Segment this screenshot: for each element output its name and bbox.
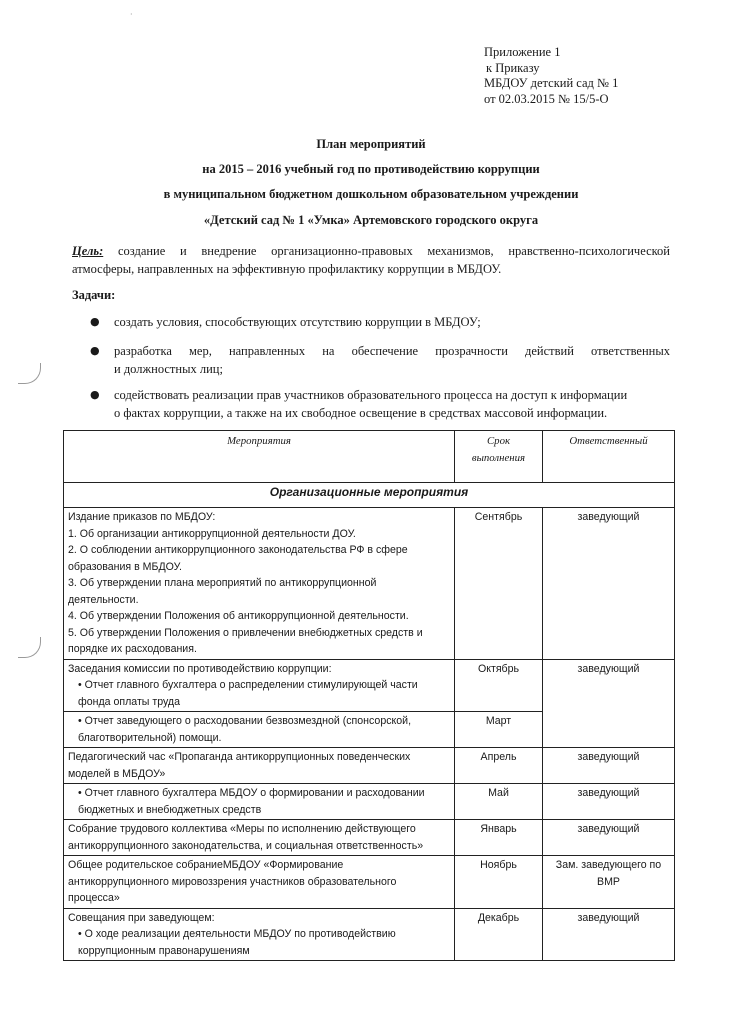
event-cell xyxy=(64,784,455,820)
section-row xyxy=(64,483,675,508)
task-text: разработка мер, направленных на обеспечение прозрачности действий ответственных xyxy=(114,344,670,358)
col-header-responsible: Ответственный xyxy=(543,431,675,483)
event-line: порядке их расходования. xyxy=(68,643,197,655)
responsible-line: ВМР xyxy=(597,875,620,888)
event-line: Общее родительское собраниеМБДОУ «Формирование xyxy=(68,859,344,871)
appendix-line: Приложение 1 xyxy=(484,45,561,59)
table-row xyxy=(64,508,675,660)
scan-edge-arc xyxy=(18,363,41,384)
event-cell xyxy=(64,659,455,712)
event-line: антикоррупционного законодательства, и социальная ответственность» xyxy=(68,839,424,852)
event-line: 3. Об утверждении плана мероприятий по антикоррупционной xyxy=(68,577,377,589)
task-text: и должностных лиц; xyxy=(114,362,223,376)
bullet-icon: ● xyxy=(90,344,100,357)
event-line: благотворительной) помощи. xyxy=(78,731,222,744)
table-row xyxy=(64,659,675,712)
event-line: • Отчет главного бухгалтера МБДОУ о формировании и расходовании xyxy=(78,787,425,799)
event-line: 4. Об утверждении Положения об антикоррупционной деятельности. xyxy=(68,610,409,622)
col-header-term xyxy=(455,431,543,483)
term-cell: Ноябрь xyxy=(455,856,543,909)
event-line: Издание приказов по МБДОУ: xyxy=(68,511,216,523)
goal-label: Цель: xyxy=(72,244,104,258)
event-cell xyxy=(64,508,455,660)
term-cell: Октябрь xyxy=(455,659,543,712)
scan-dot: · xyxy=(130,10,133,19)
responsible-cell: заведующий xyxy=(543,659,675,748)
plan-table xyxy=(63,430,675,961)
appendix-line: МБДОУ детский сад № 1 xyxy=(484,76,619,90)
title-line: в муниципальном бюджетном дошкольном образовательном учреждении xyxy=(163,187,579,201)
responsible-cell: заведующий xyxy=(543,784,675,820)
event-line: 5. Об утверждении Положения о привлечении внебюджетных средств и xyxy=(68,626,423,639)
event-line: Педагогический час «Пропаганда антикоррупционных поведенческих xyxy=(68,751,411,763)
title-line: на 2015 – 2016 учебный год по противодействию коррупции xyxy=(202,162,540,176)
appendix-header xyxy=(484,45,618,107)
event-cell xyxy=(64,820,455,856)
bullet-icon: ● xyxy=(90,315,100,328)
event-cell xyxy=(64,856,455,909)
event-line: Собрание трудового коллектива «Меры по исполнению действующего xyxy=(68,823,416,835)
event-line: • Отчет главного бухгалтера о распределении стимулирующей части xyxy=(78,679,418,691)
event-line: • О ходе реализации деятельности МБДОУ по противодействию xyxy=(78,928,396,940)
event-line: 1. Об организации антикоррупционной деятельности ДОУ. xyxy=(68,527,356,540)
appendix-line: от 02.03.2015 № 15/5-О xyxy=(484,91,609,106)
event-line: коррупционным правонарушениям xyxy=(78,944,250,957)
event-line: антикоррупционного мировоззрения участников образовательного xyxy=(68,875,397,888)
event-line: процесса» xyxy=(68,892,120,904)
event-cell xyxy=(64,908,455,961)
goal-text: создание и внедрение организационно-правовых механизмов, нравственно-психологической xyxy=(103,244,670,258)
bullet-icon: ● xyxy=(90,388,100,401)
responsible-line: Зам. заведующего по xyxy=(555,859,662,871)
goal-line xyxy=(72,242,670,260)
event-line: образования в МБДОУ. xyxy=(68,560,182,573)
scan-edge-arc xyxy=(18,637,41,658)
appendix-line: к Приказу xyxy=(486,60,540,75)
responsible-cell: заведующий xyxy=(543,508,675,660)
term-cell: Май xyxy=(455,784,543,820)
task-text: содействовать реализации прав участников образовательного процесса на доступ к информации xyxy=(114,388,628,402)
col-header-term-line: Срок xyxy=(486,435,511,447)
event-line: Совещания при заведующем: xyxy=(68,911,215,924)
responsible-cell xyxy=(543,856,675,909)
term-cell: Март xyxy=(455,712,543,748)
event-line: • Отчет заведующего о расходовании безвозмездной (спонсорской, xyxy=(78,715,412,727)
section-title: Организационные мероприятия xyxy=(64,483,675,508)
col-header-events: Мероприятия xyxy=(64,431,455,483)
col-header-term-line: выполнения xyxy=(471,451,526,464)
event-line: бюджетных и внебюджетных средств xyxy=(78,803,262,816)
responsible-cell: заведующий xyxy=(543,748,675,784)
table-row xyxy=(64,820,675,856)
table-row xyxy=(64,856,675,909)
table-header-row xyxy=(64,431,675,483)
title-line: «Детский сад № 1 «Умка» Артемовского городского округа xyxy=(203,213,539,227)
term-cell: Сентябрь xyxy=(455,508,543,660)
goal-paragraph xyxy=(72,242,670,278)
goal-line: атмосферы, направленных на эффективную профилактику коррупции в МБДОУ. xyxy=(72,262,502,276)
table-row xyxy=(64,748,675,784)
event-cell xyxy=(64,712,455,748)
event-line: 2. О соблюдении антикоррупционного законодательства РФ в сфере xyxy=(68,544,408,556)
event-cell xyxy=(64,748,455,784)
term-cell: Январь xyxy=(455,820,543,856)
event-line: деятельности. xyxy=(68,593,139,606)
term-cell: Декабрь xyxy=(455,908,543,961)
event-line: Заседания комиссии по противодействию коррупции: xyxy=(68,662,332,675)
table-row xyxy=(64,908,675,961)
responsible-cell: заведующий xyxy=(543,908,675,961)
table-row xyxy=(64,784,675,820)
task-text: о фактах коррупции, а также на их свободное освещение в средствах массовой информации. xyxy=(114,406,608,420)
event-line: фонда оплаты труда xyxy=(78,695,180,708)
event-line: моделей в МБДОУ» xyxy=(68,767,166,780)
term-cell: Апрель xyxy=(455,748,543,784)
tasks-title: Задачи: xyxy=(72,288,116,302)
responsible-cell: заведующий xyxy=(543,820,675,856)
title-line: План мероприятий xyxy=(316,137,426,151)
task-text: создать условия, способствующих отсутствию коррупции в МБДОУ; xyxy=(114,315,481,329)
